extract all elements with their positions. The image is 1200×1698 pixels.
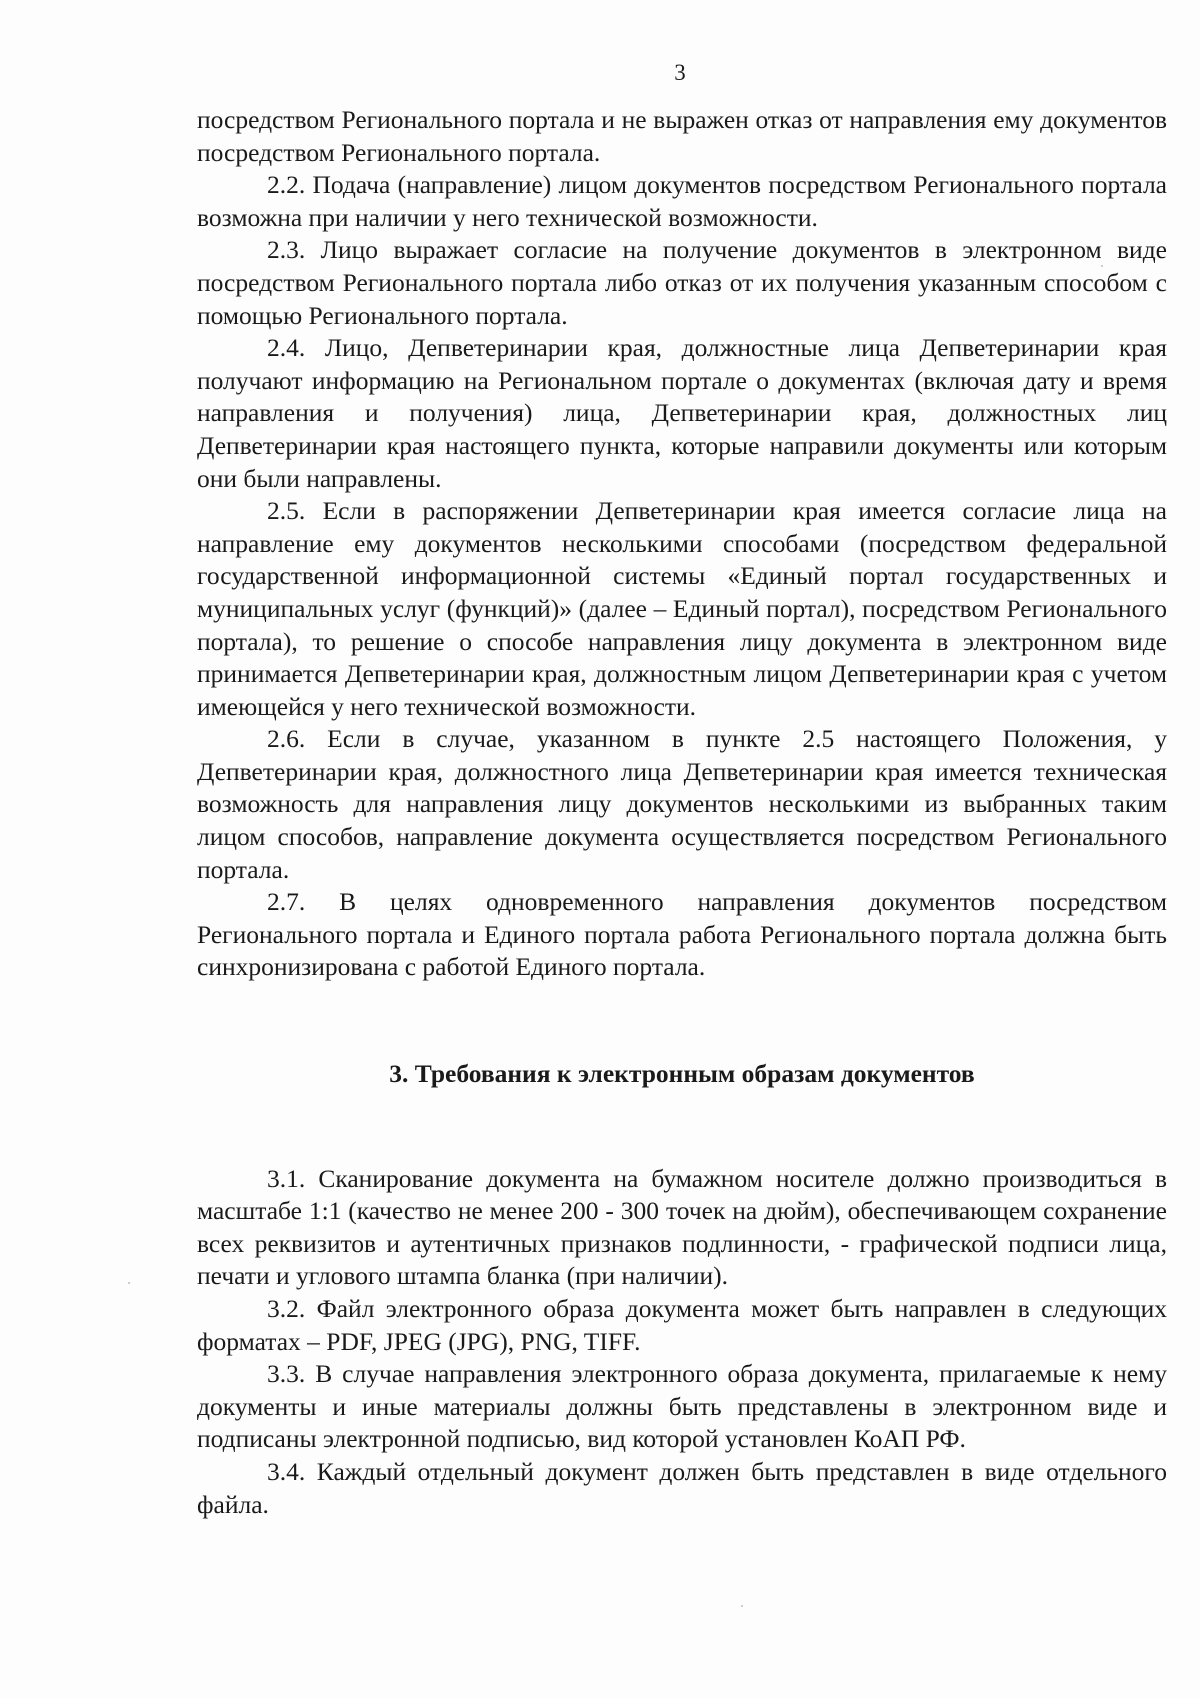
paragraph-3-4: 3.4. Каждый отдельный документ должен быть представлен в виде отдельного файла. (197, 1456, 1167, 1519)
section-heading: 3. Требования к электронным образам документов (389, 1059, 975, 1089)
paragraph-2-4: 2.4. Лицо, Депветеринарии края, должностные лица Депветеринарии края получают информацию на Региональном портале о документах (включая дату и время направления и получения) лица, Депветеринарии края, должностных лиц Депветеринарии края настоящего пункта, которые направили документы или которым они были направлены. (197, 333, 1167, 493)
page-number: 3 (674, 60, 686, 85)
paragraph-2-6: 2.6. Если в случае, указанном в пункте 2.5 настоящего Положения, у Депветеринарии края, должностного лица Депветеринарии края имеется техническая возможность для направления лицу документов несколькими из выбранных таким лицом способов, направление документа осуществляется посредством Регионального портала. (197, 724, 1167, 884)
paragraph-3-3: 3.3. В случае направления электронного образа документа, прилагаемые к нему документы и иные материалы должны быть представлены в электронном виде и подписаны электронной подписью, вид которой установлен КоАП РФ. (197, 1359, 1167, 1454)
paragraph-2-2: 2.2. Подача (направление) лицом документов посредством Регионального портала возможна при наличии у него технической возможности. (197, 170, 1167, 232)
paragraph-3-2: 3.2. Файл электронного образа документа может быть направлен в следующих форматах – PDF, JPEG (JPG), PNG, TIFF. (197, 1294, 1167, 1356)
paragraph-2-5: 2.5. Если в распоряжении Депветеринарии края имеется согласие лица на направление ему документов несколькими способами (посредством федеральной государственной информационной системы «Единый портал государственных и муниципальных услуг (функций)» (далее – Единый портал), посредством Регионального портала), то решение о способе направления лицу документа в электронном виде принимается Депветеринарии края, должностным лицом Депветеринарии края с учетом имеющейся у него технической возможности. (197, 496, 1167, 721)
paragraph-3-1: 3.1. Сканирование документа на бумажном носителе должно производиться в масштабе 1:1 (качество не менее 200 - 300 точек на дюйм), обеспечивающем сохранение всех реквизитов и аутентичных признаков подлинности, - графической подписи лица, печати и углового штампа бланка (при наличии). (197, 1163, 1167, 1291)
scan-speck (128, 1282, 130, 1284)
paragraph-2-7: 2.7. В целях одновременного направления документов посредством Регионального портала и Единого портала работа Регионального портала должна быть синхронизирована с работой Единого портала. (197, 887, 1167, 982)
scan-speck (1101, 265, 1103, 267)
paragraph-continuation: посредством Регионального портала и не выражен отказ от направления ему документов посредством Регионального портала. (197, 105, 1167, 167)
scan-speck (741, 1605, 743, 1607)
paragraph-2-3: 2.3. Лицо выражает согласие на получение документов в электронном виде посредством Регионального портала либо отказ от их получения указанным способом с помощью Регионального портала. (197, 235, 1167, 330)
document-body (197, 104, 1167, 1521)
